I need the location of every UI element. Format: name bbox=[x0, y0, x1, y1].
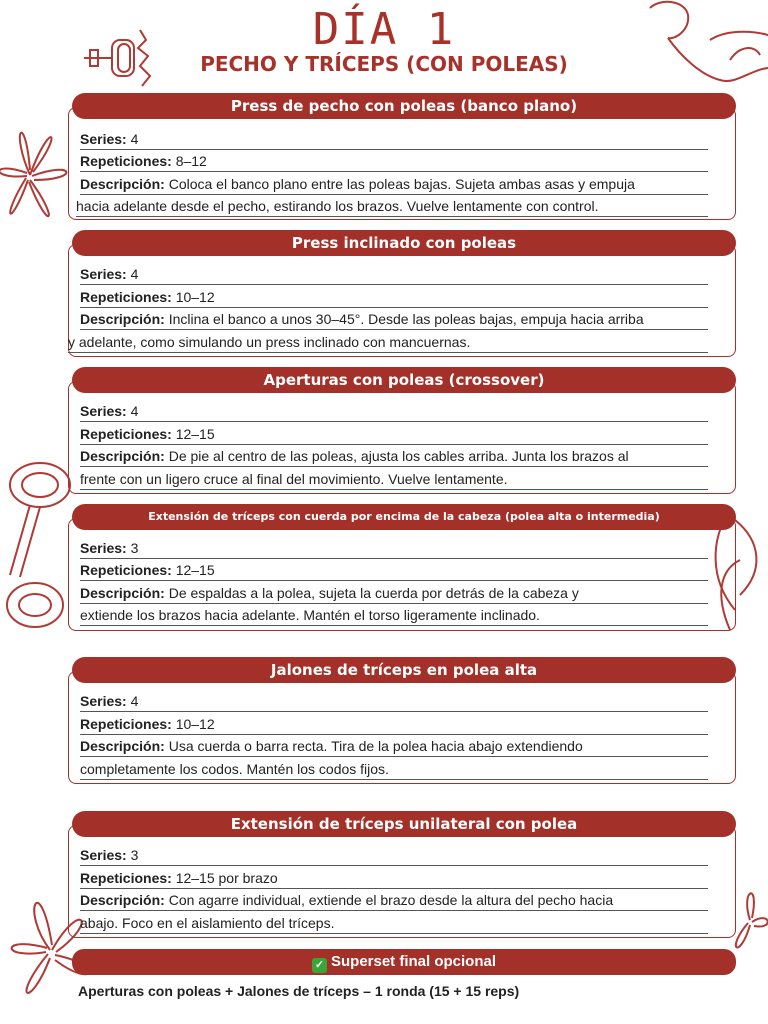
series-row bbox=[80, 691, 708, 712]
series-row bbox=[80, 401, 708, 422]
description-row bbox=[80, 583, 708, 604]
description-text: y adelante, como simulando un press inclinado con mancuernas. bbox=[68, 334, 471, 350]
description-text: completamente los codos. Mantén los codos fijos. bbox=[80, 761, 389, 777]
series-row bbox=[80, 129, 708, 150]
description-row-2 bbox=[80, 469, 708, 490]
description-row-2 bbox=[80, 605, 708, 626]
exercise-card bbox=[72, 504, 736, 631]
superset-header bbox=[72, 949, 736, 975]
series-label: Series: bbox=[80, 131, 127, 147]
exercise-title: Aperturas con poleas (crossover) bbox=[72, 367, 736, 393]
reps-value: 8–12 bbox=[175, 153, 207, 169]
description-text: frente con un ligero cruce al final del movimiento. Vuelve lentamente. bbox=[80, 471, 508, 487]
description-text: extiende los brazos hacia adelante. Mantén el torso ligeramente inclinado. bbox=[80, 607, 540, 623]
series-value: 4 bbox=[130, 693, 139, 709]
reps-row bbox=[80, 424, 708, 445]
reps-value: 12–15 bbox=[175, 562, 215, 578]
exercise-title: Press inclinado con poleas bbox=[72, 230, 736, 256]
superset-title: Superset final opcional bbox=[330, 953, 497, 970]
description-row bbox=[80, 309, 708, 330]
series-label: Series: bbox=[80, 540, 127, 556]
description-label: Descripción: bbox=[80, 448, 165, 464]
reps-label: Repeticiones: bbox=[80, 562, 172, 578]
series-label: Series: bbox=[80, 847, 127, 863]
series-row bbox=[80, 538, 708, 559]
page-title: DÍA 1 bbox=[312, 4, 456, 55]
description-text: De espaldas a la polea, sujeta la cuerda por detrás de la cabeza y bbox=[168, 585, 579, 601]
exercise-card bbox=[72, 93, 736, 220]
reps-value: 12–15 bbox=[175, 426, 215, 442]
description-text: Usa cuerda o barra recta. Tira de la polea hacia abajo extendiendo bbox=[168, 738, 583, 754]
exercise-card bbox=[68, 230, 736, 357]
series-value: 4 bbox=[130, 131, 139, 147]
reps-row bbox=[80, 287, 708, 308]
reps-value: 12–15 por brazo bbox=[175, 870, 278, 886]
reps-value: 10–12 bbox=[175, 289, 215, 305]
reps-label: Repeticiones: bbox=[80, 153, 172, 169]
reps-row bbox=[80, 868, 708, 889]
description-label: Descripción: bbox=[80, 738, 165, 754]
description-text: De pie al centro de las poleas, ajusta los cables arriba. Junta los brazos al bbox=[168, 448, 629, 464]
description-label: Descripción: bbox=[80, 176, 165, 192]
description-row-2 bbox=[80, 913, 708, 934]
description-text: Coloca el banco plano entre las poleas bajas. Sujeta ambas asas y empuja bbox=[168, 176, 635, 192]
superset-text: Aperturas con poleas + Jalones de tríceps – 1 ronda (15 + 15 reps) bbox=[78, 983, 520, 999]
series-label: Series: bbox=[80, 266, 127, 282]
series-value: 4 bbox=[130, 266, 139, 282]
reps-row bbox=[80, 151, 708, 172]
description-row bbox=[80, 446, 708, 467]
description-label: Descripción: bbox=[80, 311, 165, 327]
description-row-2 bbox=[68, 332, 708, 353]
series-row bbox=[80, 264, 708, 285]
description-row bbox=[80, 736, 708, 757]
description-text: Con agarre individual, extiende el brazo desde la altura del pecho hacia bbox=[168, 892, 614, 908]
exercise-card bbox=[72, 811, 736, 938]
description-label: Descripción: bbox=[80, 892, 165, 908]
series-label: Series: bbox=[80, 693, 127, 709]
reps-label: Repeticiones: bbox=[80, 289, 172, 305]
description-row-2 bbox=[80, 759, 708, 780]
check-mark-icon: ✓ bbox=[312, 958, 327, 973]
description-label: Descripción: bbox=[80, 585, 165, 601]
reps-value: 10–12 bbox=[175, 716, 215, 732]
series-label: Series: bbox=[80, 403, 127, 419]
exercise-card bbox=[72, 367, 736, 494]
description-row bbox=[80, 890, 708, 911]
reps-label: Repeticiones: bbox=[80, 716, 172, 732]
description-row-2 bbox=[76, 196, 708, 217]
description-row bbox=[80, 174, 708, 195]
reps-row bbox=[80, 714, 708, 735]
exercise-title: Extensión de tríceps unilateral con polea bbox=[72, 811, 736, 837]
description-text: Inclina el banco a unos 30–45°. Desde las poleas bajas, empuja hacia arriba bbox=[168, 311, 644, 327]
exercise-card bbox=[72, 657, 736, 784]
series-value: 3 bbox=[130, 847, 139, 863]
exercise-title: Press de pecho con poleas (banco plano) bbox=[72, 93, 736, 119]
exercise-title: Jalones de tríceps en polea alta bbox=[72, 657, 736, 683]
reps-label: Repeticiones: bbox=[80, 870, 172, 886]
page-subtitle: PECHO Y TRÍCEPS (CON POLEAS) bbox=[200, 52, 568, 76]
reps-label: Repeticiones: bbox=[80, 426, 172, 442]
series-row bbox=[80, 845, 708, 866]
series-value: 3 bbox=[130, 540, 139, 556]
reps-row bbox=[80, 560, 708, 581]
series-value: 4 bbox=[130, 403, 139, 419]
description-text: hacia adelante desde el pecho, estirando los brazos. Vuelve lentamente con control. bbox=[76, 198, 599, 214]
description-text: abajo. Foco en el aislamiento del tríceps. bbox=[80, 915, 335, 931]
exercise-title: Extensión de tríceps con cuerda por encima de la cabeza (polea alta o intermedia) bbox=[72, 504, 736, 530]
